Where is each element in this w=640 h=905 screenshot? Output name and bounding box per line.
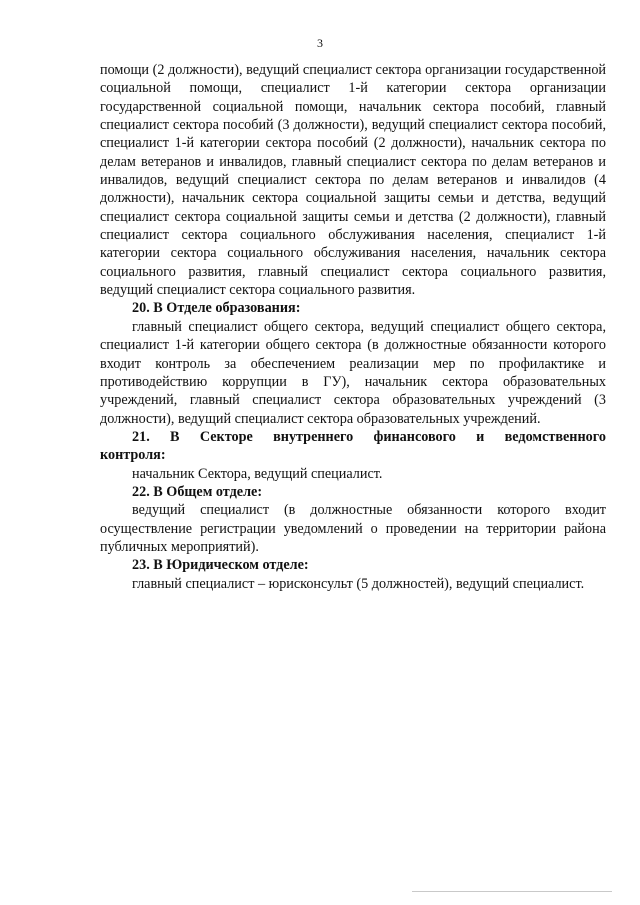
footer-rule bbox=[412, 891, 612, 892]
section-21-paragraph: начальник Сектора, ведущий специалист. bbox=[132, 465, 383, 482]
heading-word: Секторе bbox=[199, 428, 253, 445]
heading-word: ведомственного bbox=[504, 428, 606, 445]
section-21-heading-line2: контроля: bbox=[100, 447, 166, 464]
section-23-paragraph: главный специалист – юрисконсульт (5 должностей), ведущий специалист. bbox=[132, 575, 585, 592]
document-body bbox=[100, 61, 606, 593]
page-number: 3 bbox=[317, 36, 323, 50]
heading-word: внутреннего bbox=[273, 428, 354, 445]
section-21-heading-line1 bbox=[100, 428, 606, 446]
intro-paragraph: помощи (2 должности), ведущий специалист сектора организации государственной социальной помощи, специалист 1-й категории сектора организации государственной социальной помощи, начальник сектора пособий, главный специалист сектора пособий (3 должности), ведущий специалист сектора пособий, специалист 1-й категории сектора пособий (2 должности), начальник сектора по делам ветеранов и инвалидов, главный специалист сектора по делам ветеранов и инвалидов, ведущий специалист сектора по делам ветеранов и инвалидов (4 должности), начальник сектора социальной защиты семьи и детства, ведущий специалист сектора социальной защиты семьи и детства (2 должности), главный специалист сектора социального обслуживания населения, специалист 1-й категории сектора социального обслуживания населения, начальник сектора социального развития, главный специалист сектора социального развития, ведущий специалист сектора социального развития. bbox=[100, 62, 606, 299]
heading-word: финансового bbox=[373, 428, 456, 445]
section-21-heading bbox=[100, 428, 606, 465]
section-20-heading: 20. В Отделе образования: bbox=[132, 300, 301, 317]
heading-word: и bbox=[476, 428, 485, 445]
section-20-paragraph: главный специалист общего сектора, ведущий специалист общего сектора, специалист 1-й категории общего сектора (в должностные обязанности которого входит контроль за обеспечением реализации мер по профилактике и противодействию коррупции в ГУ), начальник сектора образовательных учреждений, главный специалист сектора образовательных учреждений (3 должности), ведущий специалист сектора образовательных учреждений. bbox=[100, 318, 606, 427]
section-22-heading: 22. В Общем отделе: bbox=[132, 483, 263, 500]
heading-word: В bbox=[170, 428, 180, 445]
section-22-paragraph: ведущий специалист (в должностные обязанности которого входит осуществление регистрации уведомлений о проведении на территории района публичных мероприятий). bbox=[100, 502, 606, 555]
section-23-heading: 23. В Юридическом отделе: bbox=[132, 557, 309, 574]
heading-word: 21. bbox=[132, 428, 150, 445]
